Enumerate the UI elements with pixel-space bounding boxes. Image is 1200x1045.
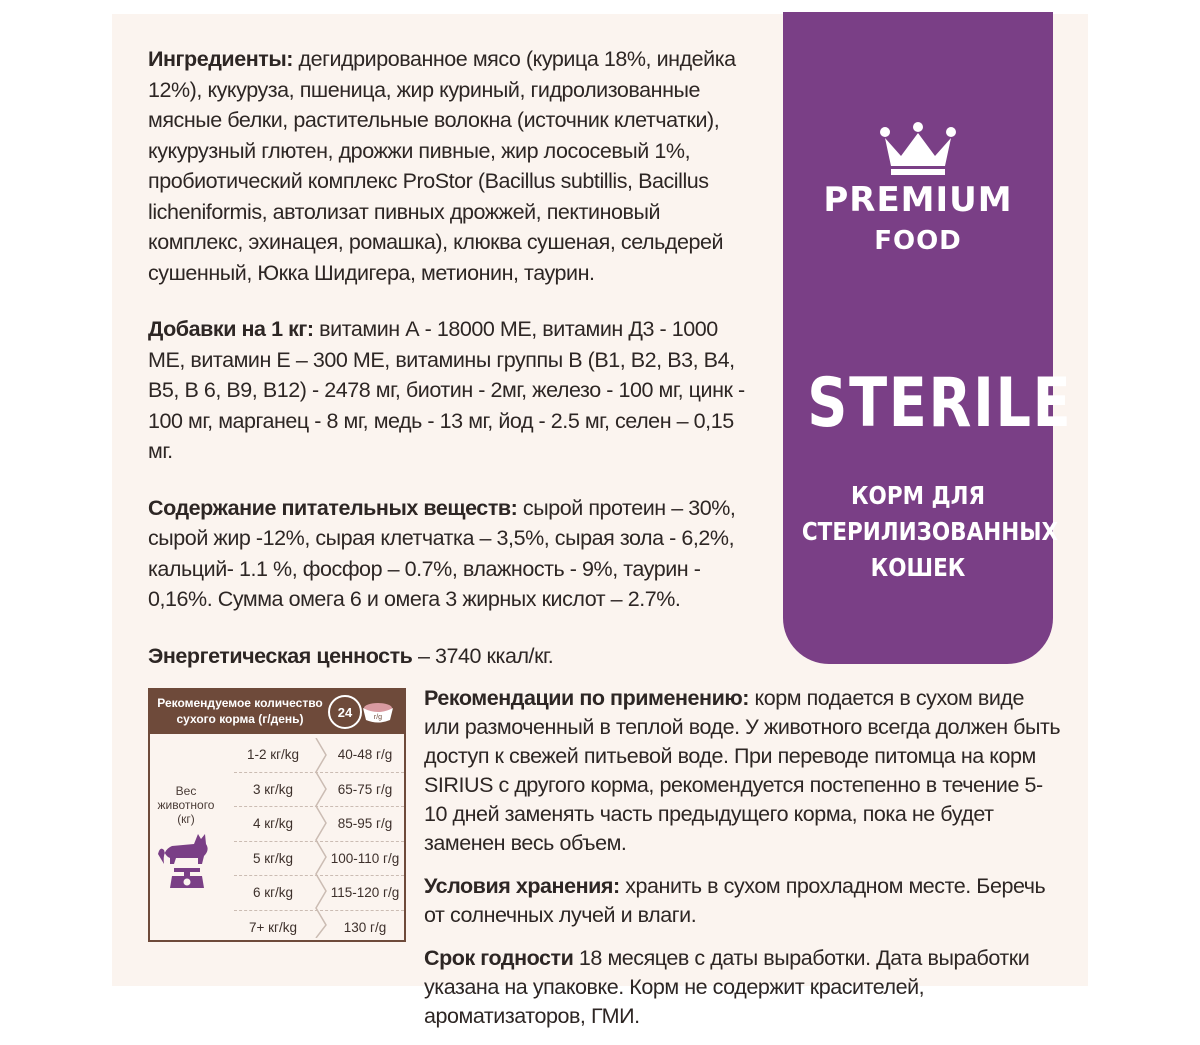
additives-paragraph <box>148 314 748 467</box>
nutrients-paragraph <box>148 493 748 615</box>
nutrients-text: сырой протеин – 30%, сырой жир -12%, сырая клетчатка – 3,5%, сырая зола - 6,2%, кальций- 1.1 %, фосфор – 0.7%, влажность - 9%, таурин - 0,16%. Сумма омега 6 и омега 3 жирных кислот – 2.7%. <box>148 495 736 611</box>
weight-cell: 1-2 кг/kg <box>246 747 300 762</box>
grams-cell: 115-120 г/g <box>330 885 400 900</box>
feeding-table-title: Рекомендуемое количество сухого корма (г/день) <box>157 696 323 726</box>
weight-cell: 6 кг/kg <box>252 885 294 900</box>
additives-text: витамин А - 18000 МЕ, витамин Д3 - 1000 МЕ, витамин Е – 300 МЕ, витамины группы В (В1, В2, В3, В4, В5, В 6, В9, В12) - 2478 мг, биотин - 2мг, железо - 100 мг, цинк - 100 мг, марганец - 8 мг, медь - 13 мг, йод - 2.5 мг, селен – 0,15 мг. <box>148 317 745 463</box>
product-subtitle <box>801 478 1059 586</box>
table-row <box>234 911 404 946</box>
storage-heading: Условия хранения: <box>424 874 620 898</box>
instructions-column <box>424 684 1064 1045</box>
energy-heading: Энергетическая ценность <box>148 643 413 668</box>
grams-cell: 40-48 г/g <box>337 747 393 762</box>
energy-paragraph <box>148 641 748 672</box>
crown-icon <box>879 122 957 176</box>
product-name: STERILE <box>807 364 1073 443</box>
subtitle-line: КОШЕК <box>870 553 966 582</box>
nutrients-heading: Содержание питательных веществ: <box>148 495 518 520</box>
additives-heading: Добавки на 1 кг: <box>148 317 314 341</box>
weight-cell: 4 кг/kg <box>252 816 294 831</box>
shelf-life-heading: Срок годности <box>424 946 574 970</box>
bowl-icon <box>360 698 396 726</box>
table-row <box>234 773 404 808</box>
ingredients-text: дегидрированное мясо (курица 18%, индейка 12%), кукуруза, пшеница, жир куриный, гидролизованные мясные белки, растительные волокна (источник клетчатки), кукурузный глютен, дрожжи пивные, жир лососевый 1%, пробиотический комплекс ProStor (Bacillus subtillis, Bacillus licheniformis, автолизат пивных дрожжей, пектиновый комплекс, эхинацея, ромашка), клюква сушеная, сельдерей сушенный, Юкка Шидигера, метионин, таурин. <box>148 47 736 285</box>
feeding-table-header <box>150 690 404 734</box>
subtitle-line: СТЕРИЛИЗОВАННЫХ <box>801 517 1059 546</box>
table-row <box>234 842 404 877</box>
energy-text: – 3740 ккал/кг. <box>412 643 554 668</box>
food-label: FOOD <box>874 226 962 256</box>
premium-label: PREMIUM <box>823 180 1013 220</box>
ingredients-heading: Ингредиенты: <box>148 47 293 71</box>
usage-paragraph <box>424 684 1064 858</box>
bowl-label: r/g <box>373 714 383 721</box>
grams-cell: 85-95 г/g <box>337 816 393 831</box>
usage-text: корм подается в сухом виде или размоченный в теплой воде. У животного всегда должен быть доступ к свежей питьевой воде. При переводе питомца на корм SIRIUS с другого корма, рекомендуется постепенно в течение 5-10 дней заменять часть предыдущего корма, пока не будет заменен весь объем. <box>424 686 1061 855</box>
table-row <box>234 876 404 911</box>
usage-heading: Рекомендации по применению: <box>424 686 749 710</box>
grams-cell: 100-110 г/g <box>330 850 400 866</box>
weight-cell: 7+ кг/kg <box>249 919 297 935</box>
weight-label: Вес животного (кг) <box>157 784 215 826</box>
feeding-table <box>148 688 406 942</box>
shelf-life-text: 18 месяцев с даты выработки. Дата выработки указана на упаковке. Корм не содержит красителей, ароматизаторов, ГМИ. <box>424 946 1030 1028</box>
premium-banner <box>783 12 1073 664</box>
subtitle-line: КОРМ ДЛЯ <box>850 481 986 510</box>
feeding-rows <box>234 738 404 945</box>
table-row <box>234 738 404 773</box>
grams-cell: 65-75 г/g <box>337 781 393 797</box>
clock-icon <box>328 695 362 729</box>
shelf-life-paragraph <box>424 944 1064 1031</box>
composition-column <box>148 44 748 697</box>
storage-text: хранить в сухом прохладном месте. Беречь от солнечных лучей и влаги. <box>424 874 1046 927</box>
weight-cell: 5 кг/kg <box>252 850 294 866</box>
ingredients-paragraph <box>148 44 748 288</box>
grams-cell: 130 г/g <box>343 919 387 935</box>
storage-paragraph <box>424 872 1064 930</box>
clock-label: 24 <box>337 705 353 720</box>
cat-on-scale-icon <box>156 820 216 890</box>
table-row <box>234 807 404 842</box>
weight-cell: 3 кг/kg <box>252 781 294 797</box>
